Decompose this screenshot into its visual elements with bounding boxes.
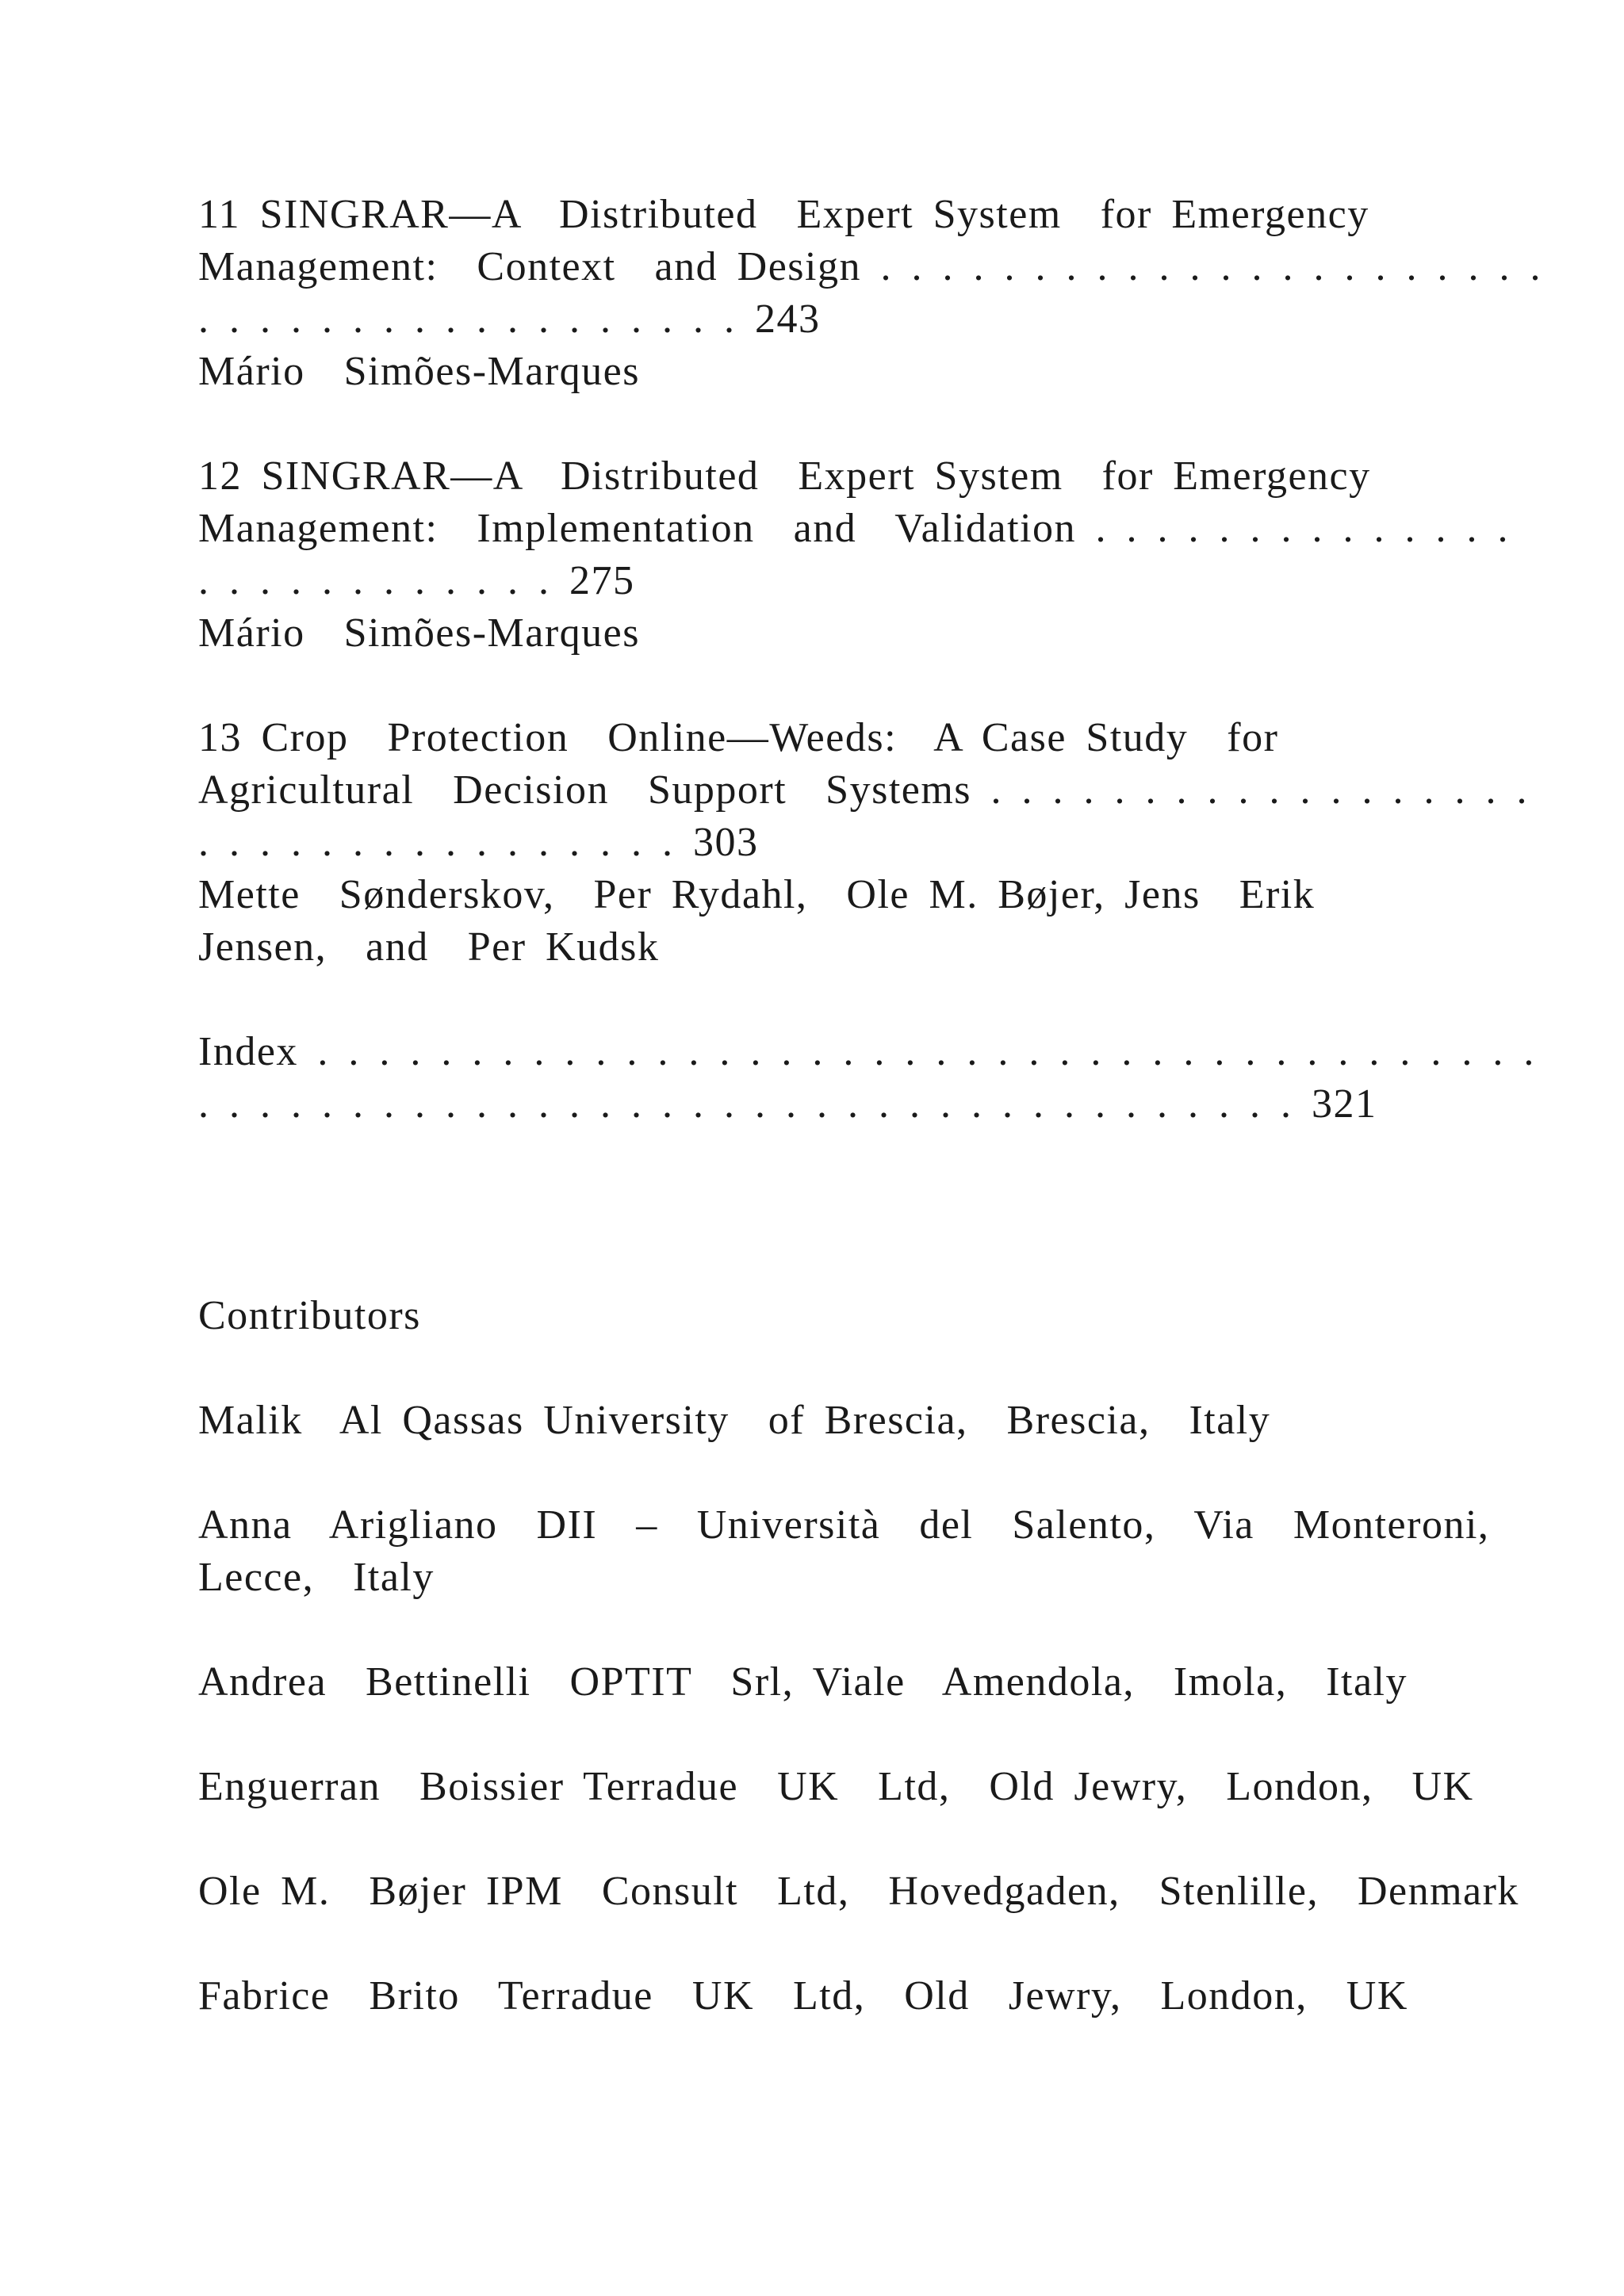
contributor-line: Malik Al Qassas University of Brescia, Brescia, Italy <box>198 1398 1271 1443</box>
toc-title-line: Management: Context and Design . . . . . . . . . . . . . . . . . . . . . . <box>198 244 1542 289</box>
toc-page-number-line: . . . . . . . . . . . . . . . . 303 <box>198 820 759 865</box>
toc-entry-chapter-11[interactable] <box>198 189 1542 398</box>
contributor-entry <box>198 1761 1474 1813</box>
table-of-contents <box>198 189 1542 1131</box>
toc-entry-chapter-12[interactable] <box>198 450 1510 660</box>
contributor-entry <box>198 1970 1435 2022</box>
toc-title-line: Agricultural Decision Support Systems . . . . . . . . . . . . . . . . . . <box>198 767 1529 813</box>
contributor-line: Anna Arigliano DII – Università del Salento, Via Monteroni, <box>198 1502 1490 1548</box>
section-heading: Contributors <box>198 1293 421 1338</box>
toc-title-line: 11 SINGRAR—A Distributed Expert System for Emergency <box>198 192 1369 237</box>
toc-page-number-line: . . . . . . . . . . . . 275 <box>198 558 635 603</box>
toc-author-line: Jensen, and Per Kudsk <box>198 924 660 970</box>
contributor-line: Lecce, Italy <box>198 1555 435 1600</box>
contributor-line: Ole M. Bøjer IPM Consult Ltd, Hovedgaden, Stenlille, Denmark <box>198 1869 1519 1914</box>
contributor-entry <box>198 1656 1435 1709</box>
toc-title-line: Management: Implementation and Validation . . . . . . . . . . . . . . <box>198 506 1510 551</box>
toc-author-line: Mette Sønderskov, Per Rydahl, Ole M. Bøjer, Jens Erik <box>198 872 1316 917</box>
contributor-line: Fabrice Brito Terradue UK Ltd, Old Jewry, London, UK <box>198 1973 1408 2019</box>
contributor-entry <box>198 1395 1435 1447</box>
toc-page-number-line: . . . . . . . . . . . . . . . . . . . . . . . . . . . . . . . . . . . . 321 <box>198 1081 1377 1127</box>
toc-title-line: 12 SINGRAR—A Distributed Expert System for Emergency <box>198 453 1371 499</box>
toc-author-line: Mário Simões-Marques <box>198 349 640 394</box>
toc-title-line: Index . . . . . . . . . . . . . . . . . . . . . . . . . . . . . . . . . . . . . . . . <box>198 1029 1535 1074</box>
toc-entry-index[interactable] <box>198 1026 1535 1131</box>
contributor-entry <box>198 1866 1519 1918</box>
contributor-line: Andrea Bettinelli OPTIT Srl, Viale Amendola, Imola, Italy <box>198 1659 1408 1705</box>
contributor-entry <box>198 1499 1490 1604</box>
contributor-line: Enguerran Boissier Terradue UK Ltd, Old Jewry, London, UK <box>198 1764 1474 1809</box>
toc-title-line: 13 Crop Protection Online—Weeds: A Case Study for <box>198 715 1279 760</box>
toc-author-line: Mário Simões-Marques <box>198 610 640 656</box>
contributors-section <box>198 1290 1519 2075</box>
toc-page-number-line: . . . . . . . . . . . . . . . . . . 243 <box>198 297 821 342</box>
toc-entry-chapter-13[interactable] <box>198 712 1529 974</box>
